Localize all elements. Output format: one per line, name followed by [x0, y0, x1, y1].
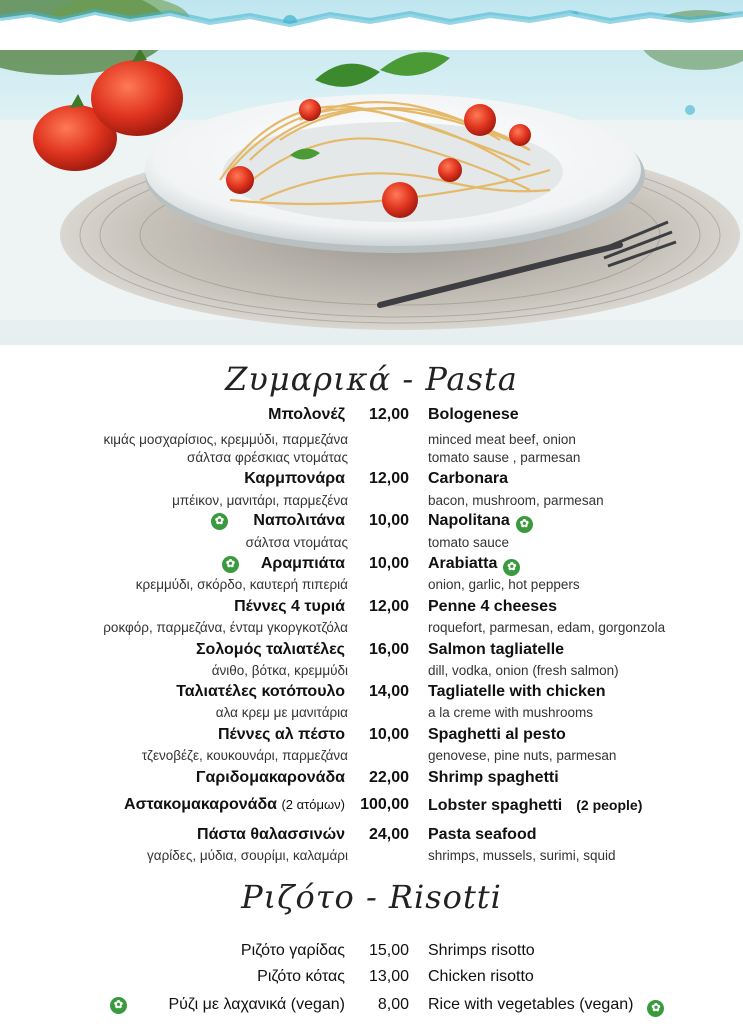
dish-name-greek	[176, 682, 345, 702]
dish-name-english-text: Penne 4 cheeses	[428, 598, 557, 615]
dish-price: 24,00	[368, 826, 409, 843]
menu-item-row	[0, 597, 743, 617]
dish-description-greek: σάλτσα ντομάτας	[245, 535, 348, 550]
dish-price: 8,00	[377, 996, 409, 1013]
section-title-pasta: Ζυμαρικά - Pasta	[225, 360, 518, 398]
dish-price: 12,00	[368, 406, 409, 423]
dish-name-greek-text: Ριζότο κότας	[257, 968, 345, 985]
dish-name-english	[428, 995, 664, 1017]
dish-description-greek: αλα κρεμ με μανιτάρια	[215, 705, 348, 720]
dish-name-english-text: Shrimp spaghetti	[428, 769, 559, 786]
dish-name-english	[428, 941, 535, 961]
dish-name-greek-text: Μπολονέζ	[268, 406, 345, 423]
dish-name-english	[428, 640, 564, 660]
menu-item-row	[0, 941, 743, 961]
portion-note-english: (2 people)	[576, 797, 643, 813]
dish-price: 100,00	[360, 796, 409, 813]
dish-name-greek	[253, 511, 345, 531]
dish-name-greek	[196, 640, 345, 660]
dish-name-greek-text: Ναπολιτάνα	[253, 512, 345, 529]
dish-description-greek: μπέικον, μανιτάρι, παρμεζένα	[172, 493, 348, 508]
dish-name-english-text: Rice with vegetables (vegan)	[428, 996, 634, 1013]
vegan-leaf-icon: ✿	[503, 559, 520, 576]
dish-name-english-text: Arabiatta	[428, 555, 498, 572]
dish-price: 12,00	[368, 470, 409, 487]
vegan-leaf-icon: ✿	[222, 556, 239, 573]
dish-description-english: shrimps, mussels, surimi, squid	[428, 848, 616, 863]
dish-name-english-text: Bologenese	[428, 406, 519, 423]
menu-item-row	[0, 640, 743, 660]
hero-pasta-photo	[0, 0, 743, 345]
dish-name-greek-text: Πάστα θαλασσινών	[197, 826, 345, 843]
dish-description-greek: ροκφόρ, παρμεζάνα, ένταμ γκοργκοτζόλα	[103, 620, 348, 635]
dish-name-english	[428, 967, 534, 987]
dish-price: 12,00	[368, 598, 409, 615]
section-title-risotti: Ριζότο - Risotti	[241, 878, 502, 916]
dish-name-english	[428, 554, 520, 576]
dish-name-greek-text: Σολομός ταλιατέλες	[195, 641, 345, 658]
dish-name-greek	[124, 795, 345, 815]
pasta-dish-illustration	[0, 0, 743, 345]
menu-item-row	[0, 682, 743, 702]
dish-name-english	[428, 795, 642, 816]
dish-name-english	[428, 597, 557, 617]
vegan-leaf-icon: ✿	[516, 516, 533, 533]
vegan-leaf-icon: ✿	[647, 1000, 664, 1017]
dish-name-english	[428, 682, 606, 702]
dish-name-english	[428, 469, 508, 489]
dish-name-english	[428, 768, 559, 788]
dish-name-english-text: Shrimps risotto	[428, 942, 535, 959]
dish-description-english: roquefort, parmesan, edam, gorgonzola	[428, 620, 666, 635]
dish-description-greek: άνιθο, βότκα, κρεμμύδι	[211, 663, 348, 678]
dish-description-greek: τζενοβέζε, κουκουνάρι, παρμεζάνα	[141, 748, 348, 763]
dish-name-english-text: Chicken risotto	[428, 968, 534, 985]
dish-price: 13,00	[368, 968, 409, 985]
vegan-leaf-icon: ✿	[110, 997, 127, 1014]
dish-price: 14,00	[368, 683, 409, 700]
dish-description-english: minced meat beef, onion	[428, 432, 576, 447]
dish-name-greek	[197, 825, 345, 845]
dish-name-greek	[268, 405, 345, 425]
menu-item-row	[0, 511, 743, 531]
dish-name-greek-text: Αστακομακαρονάδα	[124, 796, 278, 813]
menu-item-row	[0, 995, 743, 1015]
dish-name-greek-text: Ριζότο γαρίδας	[240, 942, 345, 959]
dish-description-greek: κιμάς μοσχαρίσιος, κρεμμύδι, παρμεζάνα	[103, 432, 348, 447]
dish-name-english-text: Carbonara	[428, 470, 509, 487]
dish-name-greek	[234, 597, 345, 617]
dish-name-greek	[257, 967, 345, 987]
torn-paper-edge	[0, 0, 743, 50]
dish-name-greek	[244, 469, 345, 489]
dish-name-greek-text: Αραμπιάτα	[260, 555, 345, 572]
portion-note-greek: (2 ατόμων)	[281, 797, 345, 812]
dish-description-english: bacon, mushroom, parmesan	[428, 493, 604, 508]
menu-item-row	[0, 768, 743, 788]
vegan-leaf-icon: ✿	[211, 513, 228, 530]
dish-description-english: tomato sause , parmesan	[428, 450, 581, 465]
dish-name-english-text: Napolitana	[428, 512, 510, 529]
dish-name-english	[428, 825, 536, 845]
dish-name-greek	[218, 725, 345, 745]
dish-description-english: genovese, pine nuts, parmesan	[428, 748, 617, 763]
dish-description-english: a la creme with mushrooms	[428, 705, 594, 720]
dish-description-greek: σάλτσα φρέσκιας ντομάτας	[187, 450, 348, 465]
dish-name-greek-text: Ταλιατέλες κοτόπουλο	[176, 683, 345, 700]
dish-name-greek	[196, 768, 345, 788]
dish-description-english: dill, vodka, onion (fresh salmon)	[428, 663, 619, 678]
dish-name-greek-text: Γαριδομακαρονάδα	[195, 769, 345, 786]
dish-price: 22,00	[368, 769, 409, 786]
dish-price: 10,00	[368, 726, 409, 743]
dish-name-greek	[241, 941, 345, 961]
dish-name-english	[428, 405, 519, 425]
dish-name-english-text: Tagliatelle with chicken	[428, 683, 606, 700]
dish-description-english: onion, garlic, hot peppers	[428, 577, 580, 592]
dish-price: 15,00	[368, 942, 409, 959]
dish-name-greek-text: Πέννες 4 τυριά	[234, 598, 345, 615]
dish-name-greek	[261, 554, 345, 574]
menu-item-row	[0, 795, 743, 815]
dish-name-english-text: Salmon tagliatelle	[428, 641, 565, 658]
dish-price: 16,00	[368, 641, 409, 658]
dish-name-english	[428, 725, 566, 745]
dish-description-english: tomato sauce	[428, 535, 510, 550]
dish-name-greek-text: Ρύζι με λαχανικά (vegan)	[168, 996, 345, 1013]
menu-item-row	[0, 825, 743, 845]
menu-item-row	[0, 725, 743, 745]
dish-name-english-text: Spaghetti al pesto	[428, 726, 566, 743]
dish-name-english-text: Lobster spaghetti	[428, 797, 563, 814]
dish-description-greek: γαρίδες, μύδια, σουρίμι, καλαμάρι	[147, 848, 348, 863]
dish-name-english	[428, 511, 533, 533]
dish-description-greek: κρεμμύδι, σκόρδο, καυτερή πιπεριά	[135, 577, 348, 592]
dish-price: 10,00	[368, 555, 409, 572]
dish-name-greek	[168, 995, 345, 1015]
dish-price: 10,00	[368, 512, 409, 529]
menu-item-row	[0, 469, 743, 489]
menu-item-row	[0, 405, 743, 425]
menu-item-row	[0, 967, 743, 987]
dish-name-greek-text: Καρμπονάρα	[244, 470, 345, 487]
dish-name-greek-text: Πέννες αλ πέστο	[218, 726, 345, 743]
menu-item-row	[0, 554, 743, 574]
dish-name-english-text: Pasta seafood	[428, 826, 537, 843]
